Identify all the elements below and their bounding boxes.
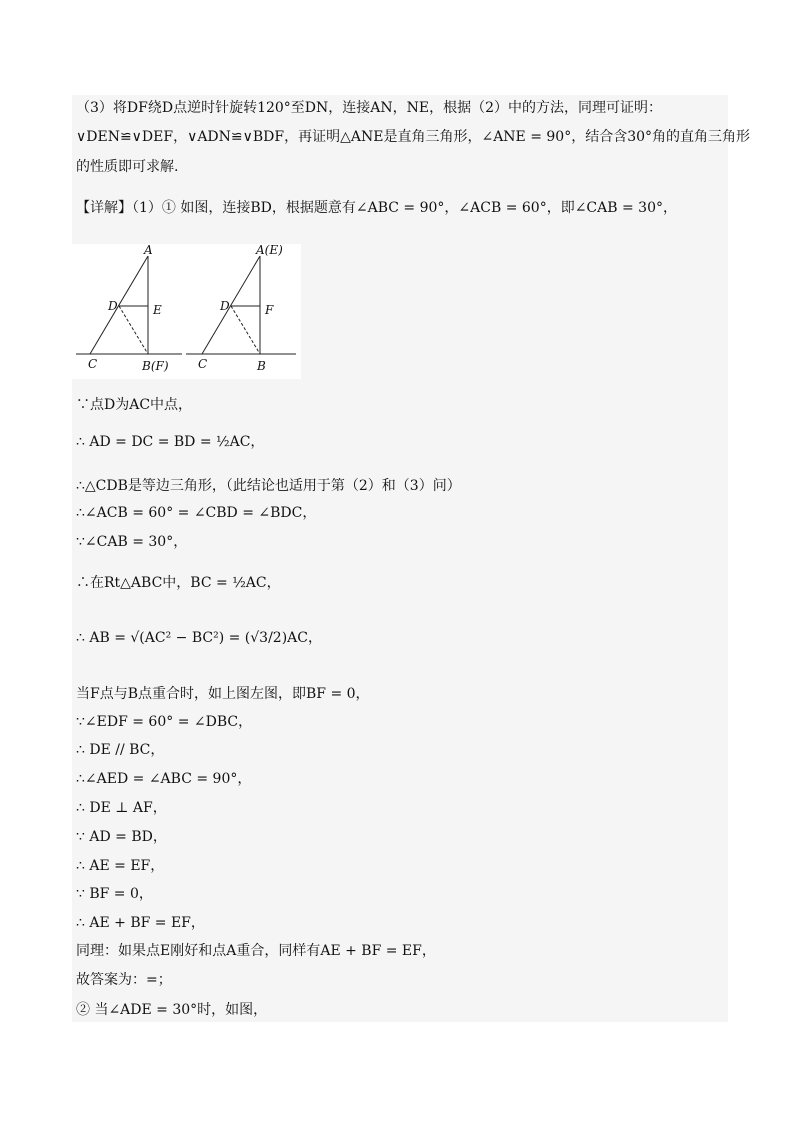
text-line-8: ∴∠ACB = 60° = ∠CBD = ∠BDC， bbox=[76, 505, 317, 521]
left-line-db-dashed bbox=[119, 306, 148, 354]
right-line-ca bbox=[202, 256, 260, 354]
right-label-b: B bbox=[257, 359, 266, 373]
left-line-ca bbox=[90, 256, 148, 354]
right-line-db-dashed bbox=[231, 306, 260, 354]
right-label-f: F bbox=[265, 303, 274, 317]
text-line-15: ∴∠AED = ∠ABC = 90°， bbox=[76, 771, 252, 787]
text-line-2: ∨DEN≌∨DEF，∨ADN≌∨BDF，再证明△ANE是直角三角形，∠ANE = 90°，结合含30°角的直角三角形 bbox=[76, 129, 751, 145]
text-line-9: ∵∠CAB = 30°， bbox=[76, 534, 188, 550]
text-line-1: （3）将DF绕D点逆时针旋转120°至DN，连接AN，NE，根据（2）中的方法，同理可证明： bbox=[76, 100, 663, 116]
left-label-e: E bbox=[153, 303, 162, 317]
text-line-14: ∴ DE // BC， bbox=[76, 742, 165, 758]
text-line-21: 同理：如果点E刚好和点A重合，同样有AE + BF = EF， bbox=[76, 943, 436, 959]
text-line-13: ∵∠EDF = 60° = ∠DBC， bbox=[76, 714, 253, 730]
text-line-5: ∵点D为AC中点， bbox=[76, 397, 193, 413]
right-label-d: D bbox=[220, 299, 230, 313]
left-figure bbox=[76, 244, 182, 373]
text-line-12: 当F点与B点重合时，如上图左图，即BF = 0， bbox=[76, 686, 370, 702]
solution-panel bbox=[72, 95, 728, 1022]
text-line-16: ∴ DE ⊥ AF， bbox=[76, 800, 167, 816]
text-line-7: ∴△CDB是等边三角形，（此结论也适用于第（2）和（3）问） bbox=[76, 478, 461, 494]
right-label-c: C bbox=[198, 357, 208, 371]
right-label-a: A(E) bbox=[256, 244, 283, 257]
text-line-18: ∴ AE = EF， bbox=[76, 858, 165, 874]
text-line-6: ∴ AD = DC = BD = ½AC， bbox=[76, 434, 265, 450]
text-line-20: ∴ AE + BF = EF， bbox=[76, 915, 205, 931]
right-figure bbox=[186, 244, 296, 373]
text-line-22: 故答案为：=； bbox=[76, 972, 172, 988]
left-label-d: D bbox=[108, 299, 118, 313]
geometry-figure bbox=[72, 244, 301, 379]
text-line-10: ∴在Rt△ABC中，BC = ½AC， bbox=[76, 575, 281, 591]
text-line-23: ② 当∠ADE = 30°时，如图， bbox=[76, 1002, 268, 1018]
left-label-c: C bbox=[88, 357, 98, 371]
left-label-b: B(F) bbox=[142, 359, 169, 373]
text-line-17: ∵ AD = BD， bbox=[76, 829, 167, 845]
geometry-figure-svg bbox=[72, 244, 301, 379]
text-line-4: 【详解】（1）① 如图，连接BD，根据题意有∠ABC = 90°，∠ACB = 60°，即∠CAB = 30°， bbox=[76, 200, 677, 216]
text-line-11: ∴ AB = √(AC² − BC²) = (√3/2)AC， bbox=[76, 630, 322, 646]
left-label-a: A bbox=[144, 244, 153, 257]
text-line-3: 的性质即可求解. bbox=[76, 159, 179, 175]
text-line-19: ∵ BF = 0， bbox=[76, 886, 153, 902]
